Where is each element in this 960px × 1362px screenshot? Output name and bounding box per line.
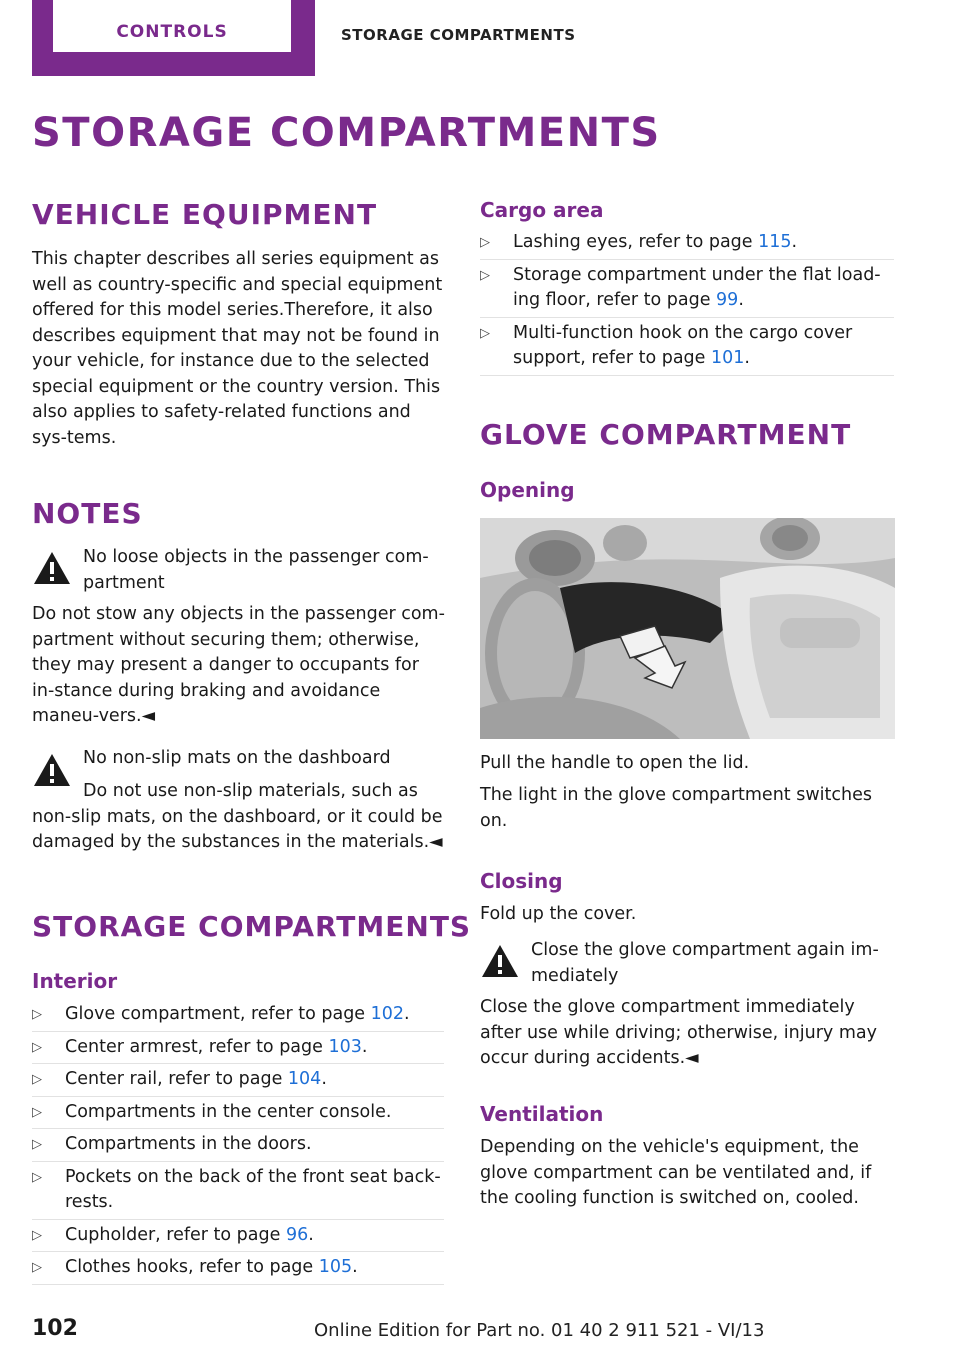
list-item-text: Pockets on the back of the front seat back-rests.	[65, 1166, 441, 1212]
list-item-text: Glove compartment, refer to page	[65, 1004, 371, 1024]
list-item-end: .	[361, 1036, 368, 1057]
list-item-end: .	[738, 290, 744, 310]
list-item-text: Center rail, refer to page	[65, 1069, 288, 1089]
page-reference-link[interactable]: 99	[716, 290, 739, 310]
ventilation-text: Depending on the vehicle's equipment, the glove compartment can be ventilated and, if the cooling function is switched on, cooled.	[480, 1137, 872, 1208]
edition-footer: Online Edition for Part no. 01 40 2 911 521 - VI/13	[314, 1320, 765, 1341]
warning2-text: Do not use non-slip materials, such as non-slip mats, on the dashboard, or it could be damaged by the substances in the materials.◄	[32, 781, 443, 852]
list-item	[480, 230, 894, 260]
bullet-arrow-icon: ▷	[32, 1137, 42, 1152]
cargo-list	[480, 230, 894, 379]
list-item-text: Center armrest, refer to page	[65, 1036, 329, 1057]
list-item	[32, 1165, 444, 1220]
interior-heading: Interior	[32, 969, 118, 993]
interior-list	[32, 1002, 444, 1288]
bullet-arrow-icon: ▷	[480, 235, 490, 250]
list-item	[480, 263, 894, 318]
warning-icon	[480, 943, 520, 979]
vehicle-equipment-text: This chapter describes all series equipment as well as country-specific and special equipment offered for this model series.Therefore, it also describes equipment that may not be found in your vehicle, for instance due to the selected special equipment or the country version. This also applies to safety-related functions and sys-tems.	[32, 249, 443, 448]
bullet-arrow-icon: ▷	[32, 1260, 42, 1275]
list-item-text: Compartments in the center console.	[65, 1101, 392, 1122]
opening-text-1: Pull the handle to open the lid.	[480, 753, 750, 773]
opening-heading: Opening	[480, 478, 575, 502]
warning-icon	[32, 550, 72, 586]
list-item-text: Multi-function hook on the cargo cover support, refer to page	[513, 322, 853, 368]
list-item-text: Compartments in the doors.	[65, 1134, 312, 1154]
list-item-end: .	[352, 1257, 358, 1277]
bullet-arrow-icon: ▷	[480, 267, 490, 283]
page-reference-link[interactable]: 104	[287, 1069, 322, 1089]
bullet-arrow-icon: ▷	[32, 1227, 42, 1243]
list-item	[32, 1255, 444, 1285]
header-tab-label: CONTROLS	[116, 22, 228, 42]
page-number: 102	[32, 1316, 78, 1341]
storage-compartments-heading: STORAGE COMPARTMENTS	[32, 910, 472, 943]
bullet-arrow-icon: ▷	[480, 325, 490, 341]
closing-heading: Closing	[480, 869, 563, 893]
glove-compartment-illustration	[480, 518, 895, 739]
bullet-arrow-icon: ▷	[32, 1104, 42, 1120]
bullet-arrow-icon: ▷	[32, 1007, 42, 1022]
page-reference-link[interactable]: 105	[318, 1257, 353, 1277]
page-reference-link[interactable]: 103	[328, 1036, 362, 1057]
glove-warning-text: Close the glove compartment immediately after use while driving; otherwise, injury may occur during accidents.◄	[480, 997, 877, 1068]
warning1-title: No loose objects in the passenger com-partment	[83, 547, 429, 593]
list-item-text: Clothes hooks, refer to page	[65, 1257, 319, 1277]
list-item	[32, 1223, 444, 1253]
list-item	[32, 1132, 444, 1162]
page-reference-link[interactable]: 102	[370, 1004, 405, 1024]
list-item-end: .	[404, 1004, 410, 1024]
glove-warning-title: Close the glove compartment again im-mediately	[531, 940, 879, 986]
notes-heading: NOTES	[32, 497, 143, 530]
warning1-text: Do not stow any objects in the passenger com-partment without securing them; otherwise, they may present a danger to occupants for in-stance during braking and avoidance maneu-vers.◄	[32, 604, 445, 726]
list-item	[32, 1100, 444, 1130]
list-item	[32, 1035, 444, 1065]
list-item-text: Storage compartment under the flat load-ing floor, refer to page	[513, 264, 881, 310]
list-item	[32, 1067, 444, 1097]
warning2-title: No non-slip mats on the dashboard	[83, 748, 391, 768]
page-title: STORAGE COMPARTMENTS	[32, 110, 661, 156]
closing-text: Fold up the cover.	[480, 904, 637, 924]
list-item-end: .	[744, 348, 750, 368]
header-section-label: STORAGE COMPARTMENTS	[341, 26, 576, 44]
ventilation-heading: Ventilation	[480, 1102, 604, 1126]
list-item	[32, 1002, 444, 1032]
cargo-area-heading: Cargo area	[480, 198, 604, 222]
bullet-arrow-icon: ▷	[32, 1039, 42, 1055]
list-item-text: Cupholder, refer to page	[65, 1224, 286, 1245]
page-reference-link[interactable]: 101	[710, 348, 745, 368]
page-reference-link[interactable]: 96	[285, 1224, 309, 1245]
page-reference-link[interactable]: 115	[758, 232, 792, 252]
list-item-text: Lashing eyes, refer to page	[513, 232, 759, 252]
opening-text-2: The light in the glove compartment switches on.	[480, 785, 872, 831]
list-item-end: .	[321, 1069, 327, 1089]
glove-compartment-heading: GLOVE COMPARTMENT	[480, 418, 852, 451]
vehicle-equipment-heading: VEHICLE EQUIPMENT	[32, 198, 378, 231]
list-item-end: .	[308, 1224, 314, 1245]
list-item	[480, 321, 894, 376]
bullet-arrow-icon: ▷	[32, 1169, 42, 1185]
bullet-arrow-icon: ▷	[32, 1072, 42, 1087]
list-item-end: .	[791, 232, 798, 252]
